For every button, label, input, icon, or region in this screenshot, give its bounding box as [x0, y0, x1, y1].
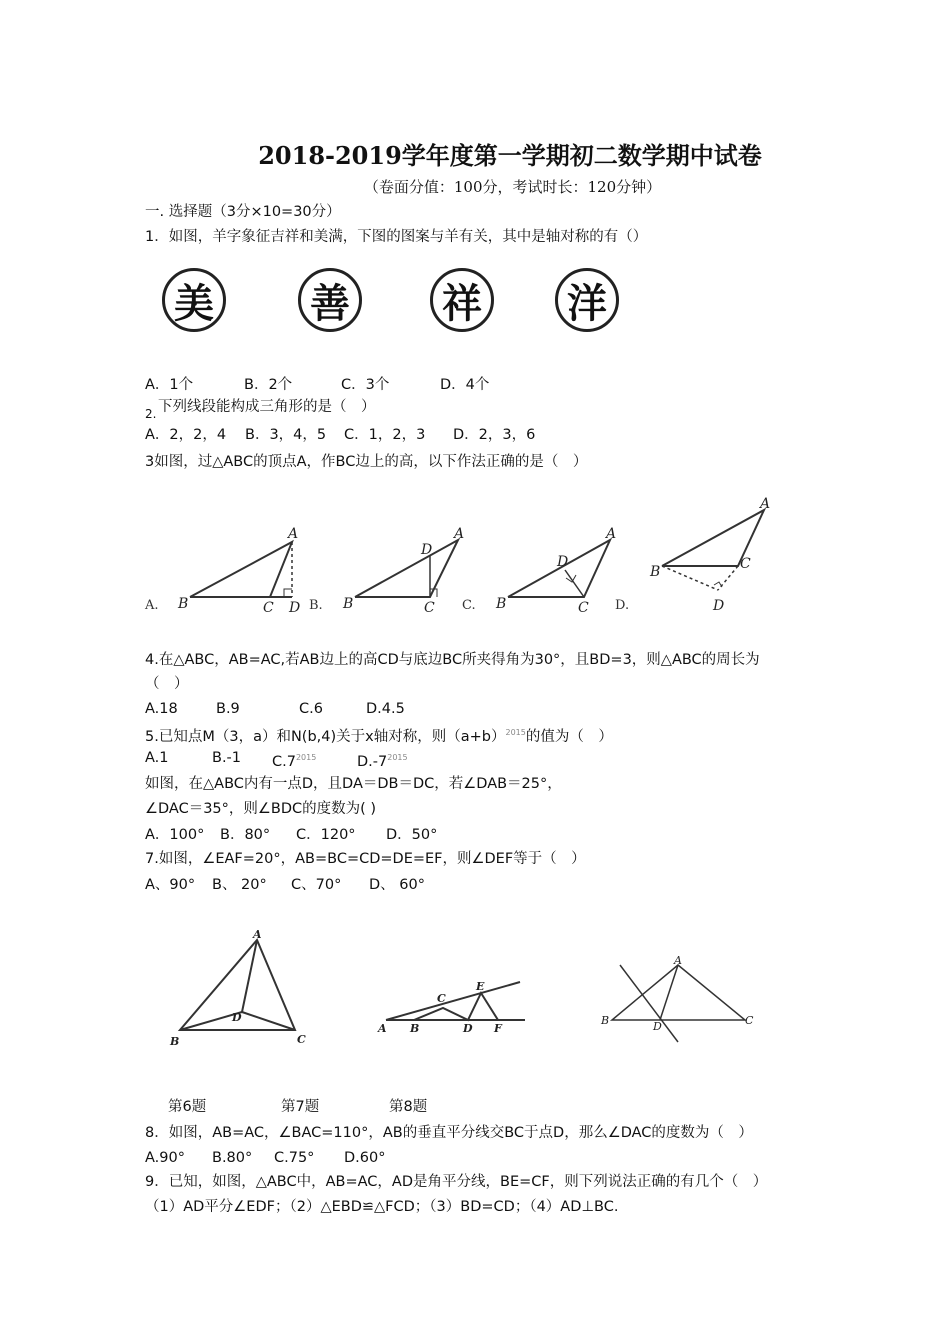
- q3-fig-b-triangle: [355, 540, 458, 597]
- q5-option-d-label: D.-7: [357, 754, 388, 770]
- fig8-triangle: [612, 965, 745, 1020]
- q3-figure-label-a: A.: [145, 598, 159, 613]
- fig6-point-a: A: [253, 928, 262, 941]
- q4-option-c: C.6: [299, 701, 323, 717]
- q2-option-b: B．3，4，5: [245, 427, 327, 443]
- q3-fig-b-point-d: D: [421, 542, 433, 558]
- page-title: 2018-2019学年度第一学期初二数学期中试卷: [258, 141, 762, 170]
- q7-option-c: C、70°: [291, 877, 342, 893]
- q6-option-a: A．100°: [145, 827, 205, 843]
- question-1-text: 1．如图，羊字象征吉祥和美满，下图的图案与羊有关，其中是轴对称的有（）: [145, 229, 648, 245]
- glyph-badge-1: 美: [162, 268, 226, 332]
- figure-8-caption: 第8题: [389, 1099, 428, 1115]
- question-4-text: 4.在△ABC，AB=AC,若AB边上的高CD与底边BC所夹得角为30°，且BD=3，则△ABC的周长为: [145, 652, 760, 668]
- question-4-text-cont: （ ）: [145, 676, 189, 692]
- question-6-text: 如图，在△ABC内有一点D，且DA＝DB＝DC，若∠DAB＝25°，: [145, 776, 562, 792]
- q2-option-a: A．2，2，4: [145, 427, 227, 443]
- q5-option-d-exponent: 2015: [387, 753, 408, 762]
- fig7-point-e: E: [476, 980, 485, 993]
- fig8-point-c: C: [745, 1014, 754, 1027]
- fig8-point-b: B: [601, 1014, 610, 1027]
- q3-fig-c-point-b: B: [496, 596, 507, 612]
- q5-text-b: 的值为（ ）: [525, 729, 613, 745]
- figure-6-caption: 第6题: [168, 1099, 207, 1115]
- q3-fig-c-point-c: C: [578, 600, 589, 616]
- q3-fig-c-point-d: D: [557, 554, 569, 570]
- fig8-perp-bisector: [620, 965, 678, 1042]
- section-heading: 一. 选择题（3分×10=30分）: [145, 204, 341, 220]
- question-3-text: 3如图，过△ABC的顶点A，作BC边上的高，以下作法正确的是（ ）: [145, 454, 588, 470]
- q8-option-c: C.75°: [274, 1150, 315, 1166]
- q3-figures: [0, 0, 950, 640]
- q1-option-c: C．3个: [341, 377, 390, 393]
- q3-fig-d-point-d: D: [713, 598, 725, 614]
- q3-fig-a-point-a: A: [288, 526, 299, 542]
- q3-fig-a-triangle: [190, 542, 292, 597]
- figures-6-7-8: [0, 920, 950, 1060]
- q3-fig-a-point-c: C: [263, 600, 274, 616]
- fig8-point-d: D: [653, 1020, 662, 1033]
- q5-option-b: B.-1: [212, 750, 242, 766]
- q6-option-c: C．120°: [296, 827, 356, 843]
- question-8-text: 8．如图，AB=AC，∠BAC=110°，AB的垂直平分线交BC于点D，那么∠DAC的度数为（ ）: [145, 1125, 753, 1141]
- fig6-point-b: B: [170, 1035, 180, 1048]
- q3-fig-b-point-a: A: [454, 526, 465, 542]
- q4-option-d: D.4.5: [366, 701, 405, 717]
- q3-fig-d-point-b: B: [650, 564, 661, 580]
- q5-option-a: A.1: [145, 750, 169, 766]
- q3-fig-d-point-c: C: [740, 556, 751, 572]
- q7-option-a: A、90°: [145, 877, 196, 893]
- question-2-text: 下列线段能构成三角形的是（ ）: [158, 399, 376, 415]
- question-9-statements: （1）AD平分∠EDF；（2）△EBD≌△FCD；（3）BD=CD；（4）AD⊥BC.: [145, 1199, 619, 1215]
- fig7-point-c: C: [437, 992, 446, 1005]
- glyph-badge-4: 洋: [555, 268, 619, 332]
- figure-7-caption: 第7题: [281, 1099, 320, 1115]
- q3-figure-label-b: B.: [309, 598, 323, 613]
- q6-option-b: B．80°: [220, 827, 271, 843]
- question-2-number: 2.: [145, 407, 157, 421]
- q3-fig-c-point-a: A: [606, 526, 617, 542]
- question-5-text: [145, 724, 613, 746]
- fig7-zigzag: [414, 993, 498, 1020]
- q2-option-c: C．1，2，3: [344, 427, 426, 443]
- q3-fig-a-point-d: D: [289, 600, 301, 616]
- q1-option-a: A．1个: [145, 377, 194, 393]
- glyph-badge-2: 善: [298, 268, 362, 332]
- q8-option-d: D.60°: [344, 1150, 386, 1166]
- q5-text-a: 5.已知点M（3，a）和N(b,4)关于x轴对称，则（a+b）: [145, 729, 506, 745]
- question-7-text: 7.如图，∠EAF=20°，AB=BC=CD=DE=EF，则∠DEF等于（ ）: [145, 851, 586, 867]
- fig7-point-a: A: [378, 1022, 387, 1035]
- q3-fig-b-point-b: B: [343, 596, 354, 612]
- q7-option-d: D、 60°: [369, 877, 425, 893]
- q5-option-c-exponent: 2015: [295, 753, 317, 762]
- q5-option-c-label: C.7: [272, 754, 296, 770]
- q1-option-b: B．2个: [244, 377, 293, 393]
- q1-option-d: D．4个: [440, 377, 490, 393]
- fig8-point-a: A: [674, 954, 682, 967]
- q2-option-d: D．2，3，6: [453, 427, 536, 443]
- q5-option-d: [357, 749, 408, 771]
- question-9-text: 9．已知，如图，△ABC中，AB=AC，AD是角平分线，BE=CF，则下列说法正确的有几个（ ）: [145, 1174, 768, 1190]
- q8-option-b: B.80°: [212, 1150, 253, 1166]
- q5-exponent: 2015: [505, 728, 526, 737]
- question-6-text-cont: ∠DAC＝35°，则∠BDC的度数为( ): [145, 801, 377, 817]
- glyph-badge-3: 祥: [430, 268, 494, 332]
- q3-fig-d-point-a: A: [760, 496, 771, 512]
- q3-figure-label-c: C.: [462, 598, 476, 613]
- q3-fig-a-point-b: B: [178, 596, 189, 612]
- fig7-point-d: D: [463, 1022, 473, 1035]
- q4-option-a: A.18: [145, 701, 178, 717]
- fig7-point-b: B: [410, 1022, 420, 1035]
- q7-option-b: B、 20°: [212, 877, 267, 893]
- fig7-point-f: F: [494, 1022, 502, 1035]
- fig6-point-d: D: [232, 1011, 242, 1024]
- q8-option-a: A.90°: [145, 1150, 185, 1166]
- q3-fig-b-point-c: C: [424, 600, 435, 616]
- q4-option-b: B.9: [216, 701, 240, 717]
- q6-option-d: D．50°: [386, 827, 438, 843]
- page-subtitle: （卷面分值：100分，考试时长：120分钟）: [363, 178, 662, 196]
- q3-figure-label-d: D.: [615, 598, 630, 613]
- fig6-point-c: C: [297, 1033, 306, 1046]
- q5-option-c: [272, 749, 316, 771]
